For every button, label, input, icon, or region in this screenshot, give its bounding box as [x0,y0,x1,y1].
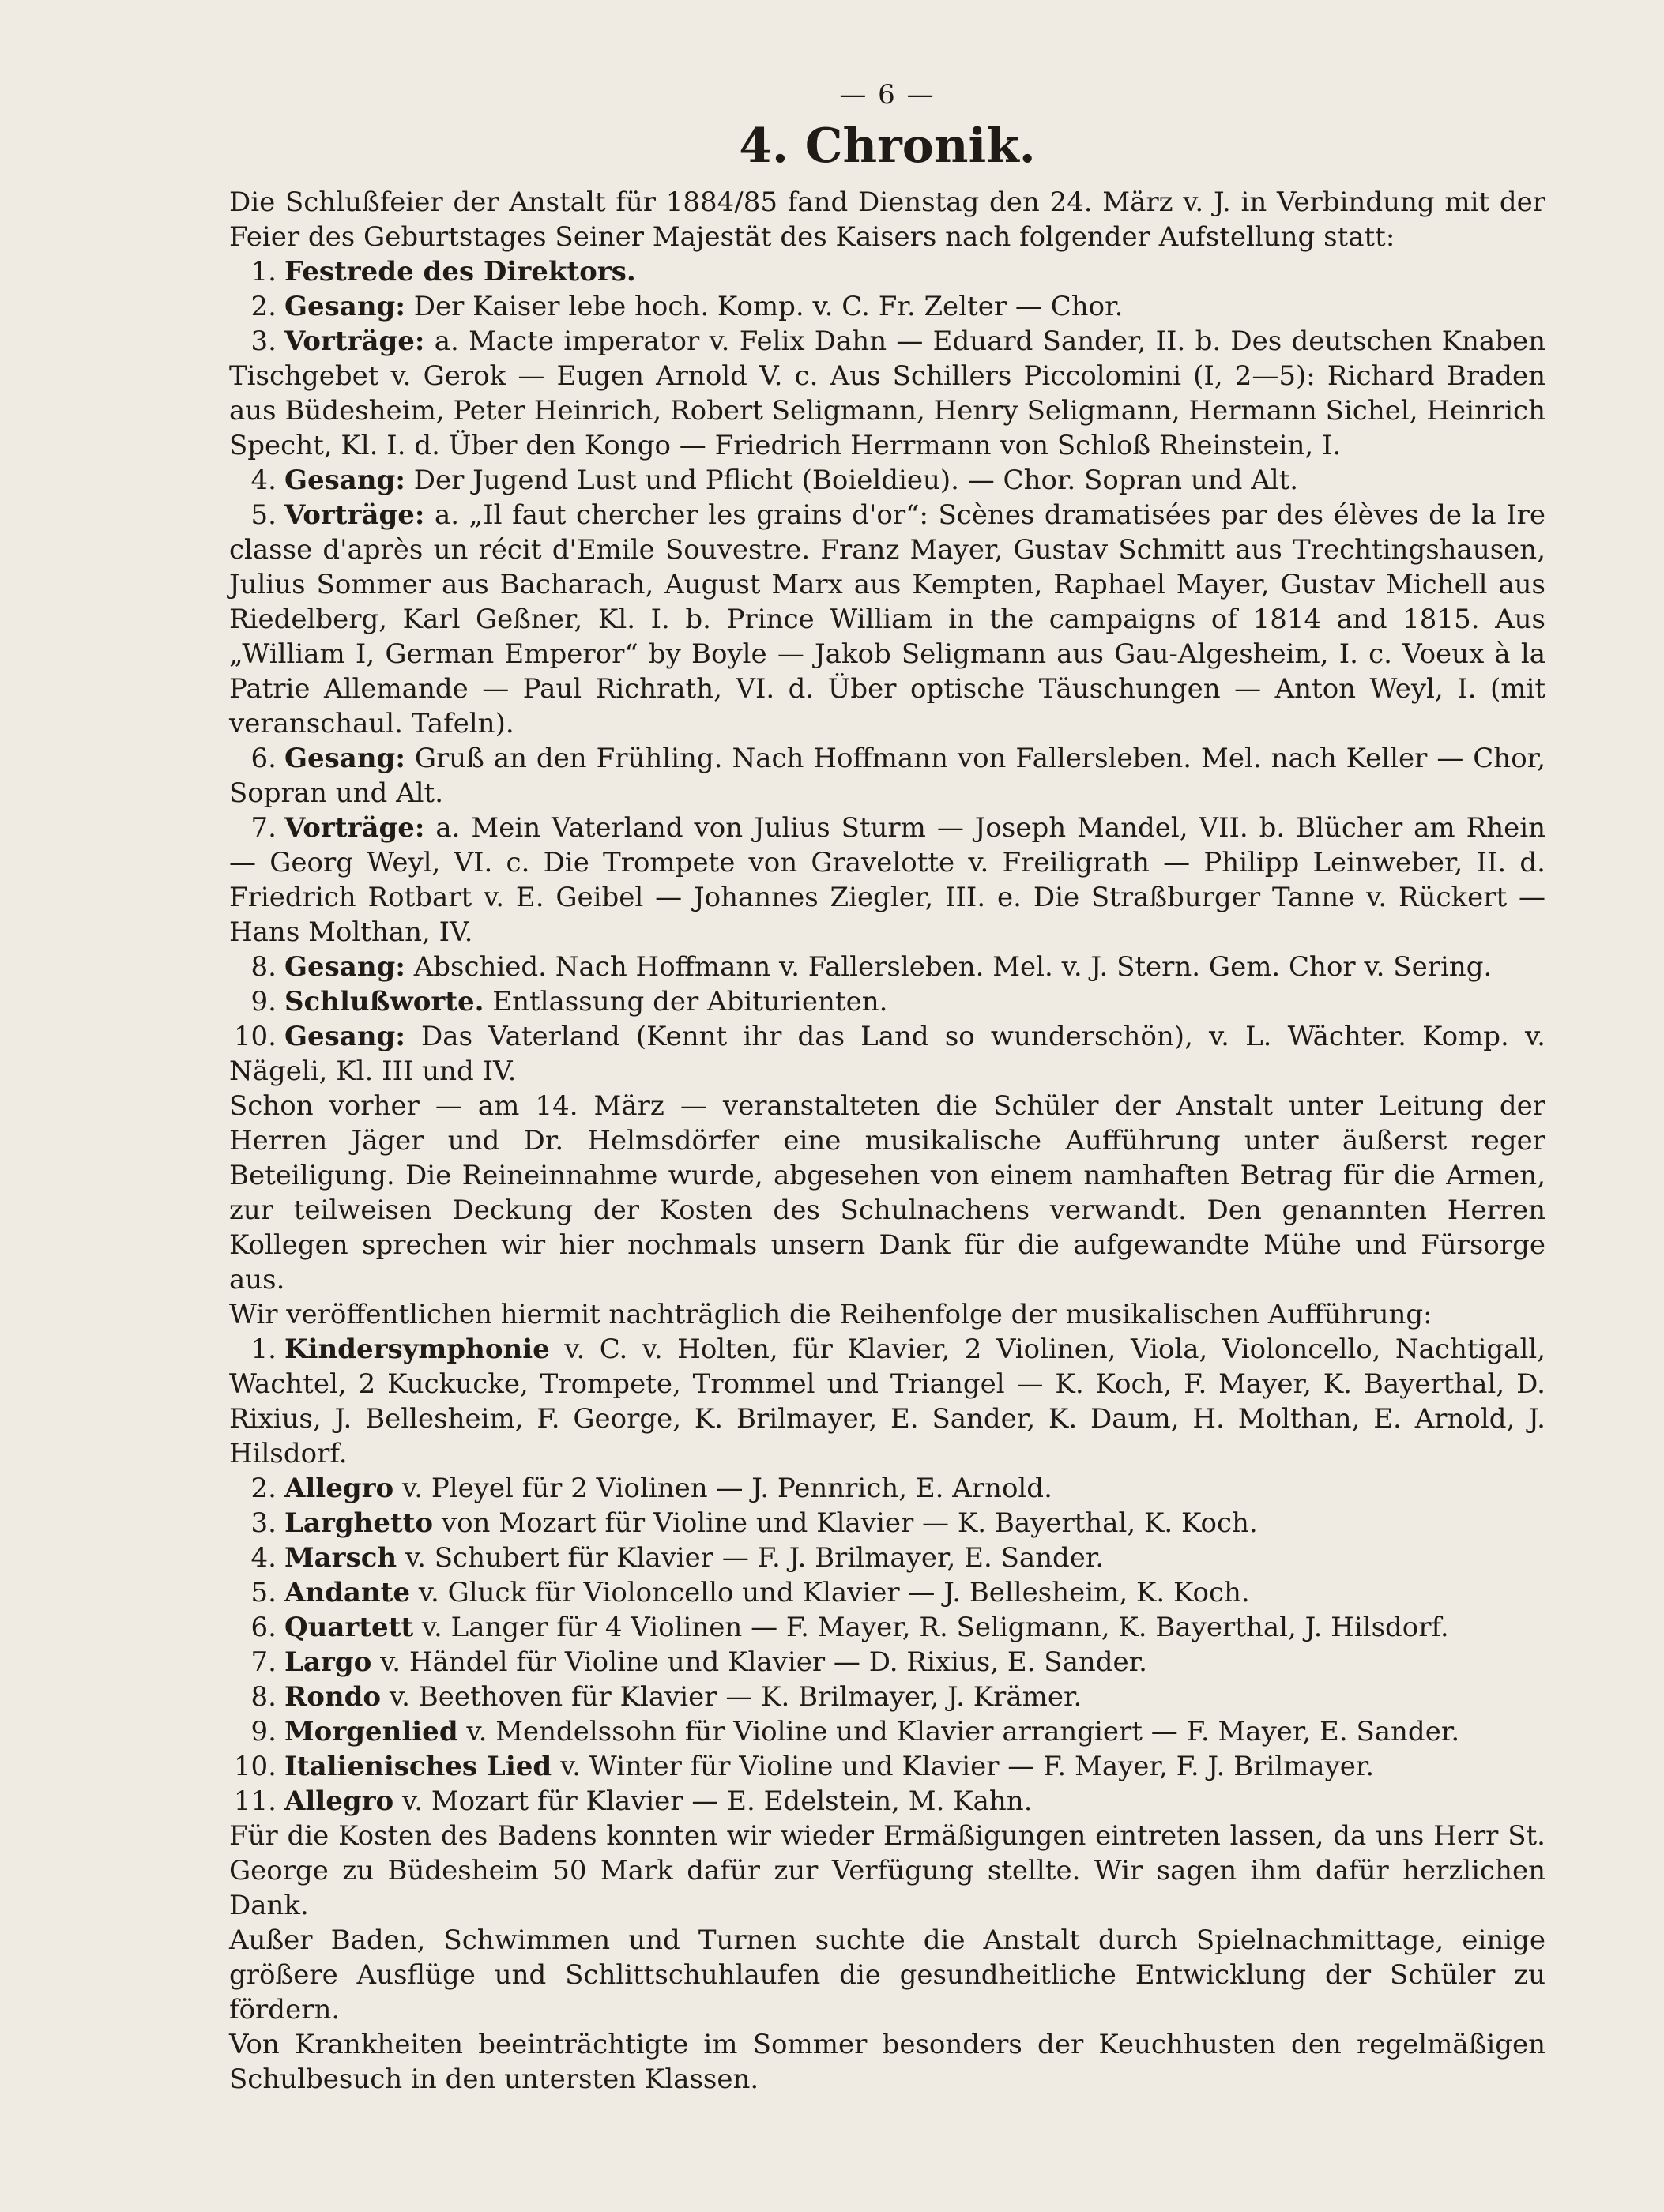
item-text: v. Langer für 4 Violinen — F. Mayer, R. Seligmann, K. Bayerthal, J. Hilsdorf. [421,1612,1449,1643]
item-heading: Vorträge: [284,499,425,531]
list-item [174,1610,1545,1645]
item-text: von Mozart für Violine und Klavier — K. Bayerthal, K. Koch. [441,1507,1258,1539]
item-number: 7. [250,812,277,844]
item-heading: Gesang: [284,291,405,322]
item-number: 4. [250,465,277,496]
item-text: v. Winter für Violine und Klavier — F. Mayer, F. J. Brilmayer. [559,1751,1375,1782]
intro-paragraph: Die Schlußfeier der Anstalt für 1884/85 fand Dienstag den 24. März v. J. in Verbindung mit der Feier des Geburtstages Seiner Majestät des Kaisers nach folgender Aufstellung statt: [229,186,1545,253]
list-item [174,1332,1545,1471]
page-number: — 6 — [839,79,936,111]
item-heading: Vorträge: [284,325,425,357]
paragraph-baths: Für die Kosten des Badens konnten wir wieder Ermäßigungen eintreten lassen, da uns Herr St. George zu Büdesheim 50 Mark dafür zur Verfügung stellte. Wir sagen ihm dafür herzlichen Dank. [229,1820,1545,1921]
list-item [174,811,1545,950]
paragraph-concert: Schon vorher — am 14. März — veranstalteten die Schüler der Anstalt unter Leitung der Herren Jäger und Dr. Helmsdörfer eine musikalische Aufführung unter äußerst reger Beteiligung. Die Reineinnahme wurde, abgesehen von einem namhaften Betrag für die Armen, zur teilweisen Deckung der Kosten des Schulnachens verwandt. Den genannten Herren Kollegen sprechen wir hier nochmals unsern Dank für die aufgewandte Mühe und Fürsorge aus. [229,1090,1545,1296]
item-number: 2. [250,1473,277,1504]
item-text: a. Macte imperator v. Felix Dahn — Eduard Sander, II. b. Des deutschen Knaben Tischgebet v. Gerok — Eugen Arnold V. c. Aus Schillers Piccolomini (I, 2—5): Richard Braden aus Büdesheim, Peter Heinrich, Robert Seligmann, Henry Seligmann, Hermann Sichel, Heinrich Specht, Kl. I. d. Über den Kongo — Friedrich Herrmann von Schloß Rheinstein, I. [229,325,1545,461]
item-number: 8. [250,1681,277,1713]
list-item [174,289,1545,324]
item-heading: Kindersymphonie [284,1334,550,1365]
item-heading: Allegro [284,1473,394,1504]
item-text: a. Mein Vaterland von Julius Sturm — Joseph Mandel, VII. b. Blücher am Rhein — Georg Weyl, VI. c. Die Trompete von Gravelotte v. Freiligrath — Philipp Leinweber, II. d. Friedrich Rotbart v. E. Geibel — Johannes Ziegler, III. e. Die Straßburger Tanne v. Rückert — Hans Molthan, IV. [229,812,1545,948]
item-number: 5. [250,1577,277,1608]
section-title: 4. Chronik. [739,118,1036,174]
item-number: 10. [233,1751,277,1782]
paragraph-announcement: Wir veröffentlichen hiermit nachträglich die Reihenfolge der musikalischen Aufführung: [229,1299,1432,1330]
item-number: 8. [250,951,277,983]
item-number: 4. [250,1542,277,1574]
list-item [174,1645,1545,1680]
item-text: Entlassung der Abiturienten. [492,986,888,1018]
item-heading: Gesang: [284,1021,405,1052]
list-item [174,1471,1545,1506]
program-list [229,254,1545,1089]
item-number: 6. [250,1612,277,1643]
list-item [174,1506,1545,1540]
item-heading: Allegro [284,1785,394,1817]
item-number: 1. [250,256,277,288]
list-item [174,1575,1545,1610]
list-item [174,1019,1545,1089]
item-heading: Rondo [284,1681,382,1713]
item-text: a. „Il faut chercher les grains d'or“: Scènes dramatisées par des élèves de la Ire classe d'après un récit d'Emile Souvestre. Franz Mayer, Gustav Schmitt aus Trechtingshausen, Julius Sommer aus Bacharach, August Marx aus Kempten, Raphael Mayer, Gustav Michell aus Riedelberg, Karl Geßner, Kl. I. b. Prince William in the campaigns of 1814 and 1815. Aus „William I, German Emperor“ by Boyle — Jakob Seligmann aus Gau-Algesheim, I. c. Voeux à la Patrie Allemande — Paul Richrath, VI. d. Über optische Täuschungen — Anton Weyl, I. (mit veranschaul. Tafeln). [229,499,1545,739]
paragraph-activities: Außer Baden, Schwimmen und Turnen suchte die Anstalt durch Spielnachmittage, einige größere Ausflüge und Schlittschuhlaufen die gesundheitliche Entwicklung der Schüler zu fördern. [229,1924,1545,2026]
item-heading: Gesang: [284,743,405,774]
item-heading: Festrede des Direktors. [284,256,636,288]
item-number: 9. [250,986,277,1018]
item-heading: Largo [284,1646,372,1678]
item-number: 2. [250,291,277,322]
item-text: v. Mozart für Klavier — E. Edelstein, M. Kahn. [402,1785,1033,1817]
item-text: v. Händel für Violine und Klavier — D. Rixius, E. Sander. [380,1646,1147,1678]
item-number: 11. [233,1785,277,1817]
item-text: Abschied. Nach Hoffmann v. Fallersleben. Mel. v. J. Stern. Gem. Chor v. Sering. [413,951,1493,983]
item-text: Das Vaterland (Kennt ihr das Land so wunderschön), v. L. Wächter. Komp. v. Nägeli, Kl. III und IV. [229,1021,1545,1087]
item-heading: Gesang: [284,465,405,496]
item-number: 3. [250,325,277,357]
item-number: 7. [250,1646,277,1678]
item-text: v. Pleyel für 2 Violinen — J. Pennrich, E. Arnold. [402,1473,1052,1504]
item-number: 10. [233,1021,277,1052]
item-heading: Marsch [284,1542,397,1574]
music-list [229,1332,1545,1819]
item-number: 6. [250,743,277,774]
item-text: v. Beethoven für Klavier — K. Brilmayer, J. Krämer. [389,1681,1082,1713]
item-number: 9. [250,1716,277,1747]
list-item [174,463,1545,498]
item-number: 1. [250,1334,277,1365]
list-item [174,1540,1545,1575]
item-text: Der Jugend Lust und Pflicht (Boieldieu). — Chor. Sopran und Alt. [413,465,1299,496]
item-heading: Vorträge: [284,812,425,844]
item-heading: Larghetto [284,1507,434,1539]
list-item [174,1784,1545,1819]
list-item [174,741,1545,811]
item-text: v. Gluck für Violoncello und Klavier — J. Bellesheim, K. Koch. [418,1577,1250,1608]
item-number: 5. [250,499,277,531]
item-heading: Morgenlied [284,1716,458,1747]
list-item [174,950,1545,984]
list-item [174,254,1545,289]
list-item [174,1680,1545,1714]
item-number: 3. [250,1507,277,1539]
item-heading: Gesang: [284,951,405,983]
item-text: Gruß an den Frühling. Nach Hoffmann von Fallersleben. Mel. nach Keller — Chor, Sopran und Alt. [229,743,1545,809]
item-text: v. Mendelssohn für Violine und Klavier arrangiert — F. Mayer, E. Sander. [466,1716,1460,1747]
list-item [174,984,1545,1019]
item-text: v. Schubert für Klavier — F. J. Brilmayer, E. Sander. [405,1542,1105,1574]
list-item [174,498,1545,741]
list-item [174,1749,1545,1784]
paragraph-illness: Von Krankheiten beeinträchtigte im Sommer besonders der Keuchhusten den regelmäßigen Schulbesuch in den untersten Klassen. [229,2029,1545,2095]
item-heading: Andante [284,1577,410,1608]
list-item [174,1714,1545,1749]
list-item [174,324,1545,463]
item-heading: Italienisches Lied [284,1751,552,1782]
item-text: v. C. v. Holten, für Klavier, 2 Violinen, Viola, Violoncello, Nachtigall, Wachtel, 2 Kuckucke, Trompete, Trommel und Triangel — K. Koch, F. Mayer, K. Bayerthal, D. Rixius, J. Bellesheim, F. George, K. Brilmayer, E. Sander, K. Daum, H. Molthan, E. Arnold, J. Hilsdorf. [229,1334,1546,1469]
item-heading: Schlußworte. [284,986,484,1018]
item-heading: Quartett [284,1612,414,1643]
item-text: Der Kaiser lebe hoch. Komp. v. C. Fr. Zelter — Chor. [413,291,1124,322]
